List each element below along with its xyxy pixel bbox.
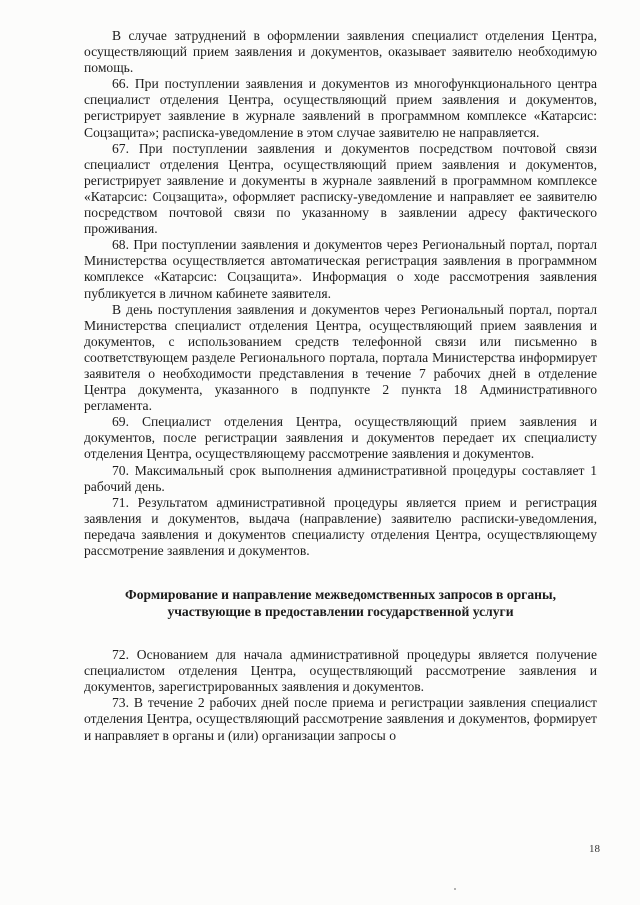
paragraph-72: 72. Основанием для начала административной процедуры является получение специалистом отделения Центра, осуществляющий рассмотрение заявления и документов, зарегистрированных заявления и документов. [84,647,597,695]
paragraph-70: 70. Максимальный срок выполнения административной процедуры составляет 1 рабочий день. [84,462,597,494]
section-heading-line-2: участвующие в предоставлении государственной услуги [167,604,514,620]
paragraph-71: 71. Результатом административной процедуры является прием и регистрация заявления и документов, выдача (направление) заявителю расписки-уведомления, передача заявления и документов специалисту отделения Центра, осуществляющему рассмотрение заявления и документов. [84,494,597,558]
paragraph-73: 73. В течение 2 рабочих дней после приема и регистрации заявления специалист отделения Центра, осуществляющий рассмотрение заявления и документов, формирует и направляет в органы и (или) организации запросы о [84,695,597,743]
section-heading [84,586,597,620]
paragraph-66: 66. При поступлении заявления и документов из многофункционального центра специалист отделения Центра, осуществляющий прием заявления и документов, регистрирует заявление в журнале заявлений в программном комплексе «Катарсис: Соцзащита»; расписка-уведомление в этом случае заявителю не направляется. [84,76,597,140]
scan-artifact [454,888,456,890]
document-body [84,28,597,744]
paragraph-assistance: В случае затруднений в оформлении заявления специалист отделения Центра, осуществляющий прием заявления и документов, оказывает заявителю необходимую помощь. [84,28,597,76]
paragraph-68-continued: В день поступления заявления и документов через Региональный портал, портал Министерства специалист отделения Центра, осуществляющий прием заявления и документов, с использованием средств телефонной связи или письменно в соответствующем разделе Регионального портала, портала Министерства информирует заявителя о необходимости представления в течение 7 рабочих дней в отделение Центра документа, указанного в подпункте 2 пункта 18 Административного регламента. [84,301,597,414]
paragraph-69: 69. Специалист отделения Центра, осуществляющий прием заявления и документов, после регистрации заявления и документов передает их специалисту отделения Центра, осуществляющему рассмотрение заявления и документов. [84,414,597,462]
page-number: 18 [589,843,600,855]
section-heading-line-1: Формирование и направление межведомственных запросов в органы, [125,587,556,603]
paragraph-68: 68. При поступлении заявления и документов через Региональный портал, портал Министерства осуществляется автоматическая регистрация заявления в программном комплексе «Катарсис: Соцзащита». Информация о ходе рассмотрения заявления публикуется в личном кабинете заявителя. [84,237,597,301]
paragraph-67: 67. При поступлении заявления и документов посредством почтовой связи специалист отделения Центра, осуществляющий прием заявления и документов, регистрирует заявление и документы в журнале заявлений в программном комплексе «Катарсис: Соцзащита», оформляет расписку-уведомление и направляет ее заявителю посредством почтовой связи по указанному в заявлении адресу фактического проживания. [84,140,597,237]
